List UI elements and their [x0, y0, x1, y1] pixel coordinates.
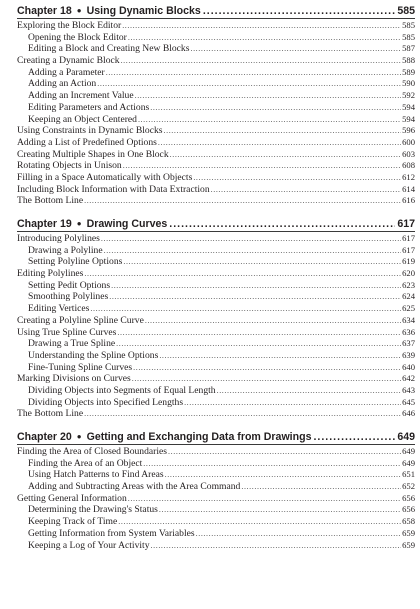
dot-leader — [203, 5, 395, 18]
toc-entry — [17, 397, 415, 409]
toc-entry — [17, 315, 415, 327]
toc-entry — [17, 446, 415, 458]
entry-title: Using Constraints in Dynamic Blocks — [17, 125, 163, 137]
toc-entry — [17, 32, 415, 44]
entry-title: Creating a Dynamic Block — [17, 55, 120, 67]
dot-leader — [169, 218, 395, 231]
entry-title: Dividing Objects into Specified Lengths — [28, 396, 184, 408]
entry-title: Editing Vertices — [28, 303, 90, 315]
toc-entry — [17, 385, 415, 397]
chapter-section-2 — [17, 218, 415, 420]
entry-page: 652 — [402, 481, 415, 492]
dot-leader — [184, 397, 401, 409]
chapter-title: Using Dynamic Blocks — [86, 5, 201, 17]
entry-page: 617 — [402, 244, 415, 255]
entry-title: Dividing Objects into Segments of Equal Length — [28, 384, 216, 396]
entry-page: 589 — [402, 66, 415, 77]
toc-entry — [17, 233, 415, 245]
dot-leader — [123, 160, 401, 172]
dot-leader — [313, 431, 395, 444]
entry-page: 659 — [402, 539, 415, 550]
dot-leader — [138, 114, 401, 126]
dot-leader — [158, 137, 401, 149]
dot-leader — [84, 195, 401, 207]
toc-entry — [17, 362, 415, 374]
entry-title: Keeping Track of Time — [28, 516, 118, 528]
entry-title: Finding the Area of an Object — [28, 457, 143, 469]
dot-leader — [168, 446, 401, 458]
toc-entry — [17, 78, 415, 90]
entry-title: Finding the Area of Closed Boundaries — [17, 446, 168, 457]
dot-leader — [165, 469, 401, 481]
dot-leader — [101, 233, 401, 245]
entry-page: 651 — [402, 469, 415, 480]
toc-entry — [17, 256, 415, 268]
toc-entry — [17, 408, 415, 420]
toc-entry — [17, 528, 415, 540]
toc-entry — [17, 102, 415, 114]
entry-page: 646 — [402, 408, 415, 419]
dot-leader — [150, 102, 401, 114]
chapter-entries — [17, 20, 415, 207]
entry-title: Keeping a Log of Your Activity — [28, 539, 150, 551]
entry-page: 645 — [402, 396, 415, 407]
dot-leader — [133, 362, 401, 374]
entry-title: Drawing a Polyline — [28, 244, 103, 256]
entry-title: Understanding the Spline Options — [28, 349, 159, 361]
entry-title: Determining the Drawing's Status — [28, 504, 158, 516]
dot-leader — [106, 67, 401, 79]
entry-page: 658 — [402, 516, 415, 527]
entry-title: Adding a Parameter — [28, 66, 105, 78]
entry-page: 656 — [402, 492, 415, 503]
entry-page: 636 — [402, 326, 415, 337]
entry-page: 616 — [402, 195, 415, 206]
dot-leader — [111, 280, 401, 292]
toc-entry — [17, 43, 415, 55]
entry-page: 592 — [402, 90, 415, 101]
toc-entry — [17, 469, 415, 481]
entry-page: 637 — [402, 338, 415, 349]
entry-title: Setting Polyline Options — [28, 256, 123, 268]
dot-leader — [132, 373, 401, 385]
entry-title: Opening the Block Editor — [28, 31, 127, 43]
toc-entry — [17, 125, 415, 137]
dot-leader — [196, 528, 401, 540]
chapter-heading — [17, 218, 415, 232]
dot-leader — [190, 43, 401, 55]
entry-title: Editing a Block and Creating New Blocks — [28, 43, 190, 55]
entry-title: Adding and Subtracting Areas with the Area Command — [28, 481, 241, 493]
entry-page: 588 — [402, 55, 415, 66]
toc-entry — [17, 458, 415, 470]
toc-entry — [17, 268, 415, 280]
toc-entry — [17, 245, 415, 257]
dot-leader — [109, 291, 401, 303]
toc-entry — [17, 20, 415, 32]
entry-title: Including Block Information with Data Extraction — [17, 183, 210, 195]
entry-title: The Bottom Line — [17, 408, 84, 420]
dot-leader — [211, 184, 401, 196]
dot-leader — [123, 256, 401, 268]
entry-title: Editing Parameters and Actions — [28, 101, 150, 113]
chapter-entries — [17, 233, 415, 420]
entry-title: Setting Pedit Options — [28, 279, 111, 291]
toc-entry — [17, 493, 415, 505]
dot-leader — [90, 303, 401, 315]
dot-leader — [241, 481, 401, 493]
entry-title: Getting Information from System Variables — [28, 527, 195, 539]
chapter-title: Getting and Exchanging Data from Drawings — [86, 431, 312, 443]
entry-page: 594 — [402, 101, 415, 112]
table-of-contents — [17, 5, 415, 562]
entry-page: 590 — [402, 78, 415, 89]
entry-page: 623 — [402, 279, 415, 290]
toc-entry — [17, 481, 415, 493]
dot-leader — [217, 385, 402, 397]
bullet-separator: ● — [76, 6, 82, 15]
entry-page: 643 — [402, 384, 415, 395]
dot-leader — [135, 90, 402, 102]
entry-page: 634 — [402, 314, 415, 325]
dot-leader — [151, 540, 402, 552]
entry-page: 624 — [402, 291, 415, 302]
chapter-title: Drawing Curves — [86, 218, 168, 230]
entry-title: Adding a List of Predefined Options — [17, 136, 157, 148]
chapter-page: 585 — [397, 5, 415, 17]
entry-page: 614 — [402, 183, 415, 194]
chapter-label: Chapter 20 — [17, 431, 72, 443]
entry-page: 619 — [402, 256, 415, 267]
dot-leader — [170, 149, 401, 161]
toc-entry — [17, 172, 415, 184]
dot-leader — [84, 408, 401, 420]
entry-page: 639 — [402, 349, 415, 360]
entry-page: 608 — [402, 160, 415, 171]
dot-leader — [121, 55, 402, 67]
toc-entry — [17, 291, 415, 303]
toc-entry — [17, 114, 415, 126]
entry-page: 620 — [402, 268, 415, 279]
chapter-page: 649 — [397, 431, 415, 443]
toc-entry — [17, 184, 415, 196]
entry-page: 640 — [402, 361, 415, 372]
dot-leader — [84, 268, 401, 280]
entry-title: Filling in a Space Automatically with Objects — [17, 171, 193, 183]
toc-entry — [17, 160, 415, 172]
toc-entry — [17, 280, 415, 292]
entry-page: 656 — [402, 504, 415, 515]
entry-page: 585 — [402, 31, 415, 42]
entry-page: 642 — [402, 373, 415, 384]
toc-entry — [17, 90, 415, 102]
entry-page: 625 — [402, 303, 415, 314]
dot-leader — [118, 516, 401, 528]
dot-leader — [128, 493, 401, 505]
dot-leader — [104, 245, 402, 257]
entry-title: Marking Divisions on Curves — [17, 373, 131, 385]
entry-title: Introducing Polylines — [17, 233, 100, 244]
chapter-heading — [17, 5, 415, 19]
entry-title: Getting General Information — [17, 492, 127, 504]
toc-entry — [17, 137, 415, 149]
toc-entry — [17, 55, 415, 67]
toc-entry — [17, 516, 415, 528]
entry-page: 649 — [402, 446, 415, 456]
dot-leader — [122, 20, 401, 32]
toc-entry — [17, 540, 415, 552]
toc-entry — [17, 195, 415, 207]
toc-entry — [17, 327, 415, 339]
dot-leader — [164, 125, 402, 137]
chapter-heading — [17, 431, 415, 445]
chapter-entries — [17, 446, 415, 551]
dot-leader — [159, 350, 401, 362]
entry-page: 587 — [402, 43, 415, 54]
toc-entry — [17, 303, 415, 315]
dot-leader — [143, 458, 401, 470]
entry-title: The Bottom Line — [17, 195, 84, 207]
dot-leader — [193, 172, 401, 184]
dot-leader — [117, 327, 401, 339]
chapter-label: Chapter 18 — [17, 5, 72, 17]
bullet-separator: ● — [76, 432, 82, 441]
entry-page: 612 — [402, 171, 415, 182]
entry-title: Fine-Tuning Spline Curves — [28, 361, 133, 373]
dot-leader — [145, 315, 401, 327]
entry-title: Using True Spline Curves — [17, 326, 117, 338]
entry-title: Drawing a True Spline — [28, 338, 116, 350]
entry-title: Using Hatch Patterns to Find Areas — [28, 469, 164, 481]
toc-entry — [17, 338, 415, 350]
chapter-section-1 — [17, 5, 415, 207]
entry-page: 594 — [402, 113, 415, 124]
entry-page: 649 — [402, 457, 415, 468]
entry-title: Adding an Increment Value — [28, 90, 134, 102]
entry-page: 596 — [402, 125, 415, 136]
toc-entry — [17, 373, 415, 385]
toc-entry — [17, 350, 415, 362]
chapter-page: 617 — [397, 218, 415, 230]
toc-entry — [17, 149, 415, 161]
entry-title: Rotating Objects in Unison — [17, 160, 122, 172]
entry-page: 617 — [402, 233, 415, 243]
entry-title: Smoothing Polylines — [28, 291, 109, 303]
entry-title: Creating Multiple Shapes in One Block — [17, 148, 169, 160]
entry-page: 659 — [402, 527, 415, 538]
entry-page: 585 — [402, 20, 415, 30]
entry-title: Creating a Polyline Spline Curve — [17, 314, 144, 326]
entry-title: Editing Polylines — [17, 268, 84, 280]
bullet-separator: ● — [76, 219, 82, 228]
entry-page: 603 — [402, 148, 415, 159]
chapter-label: Chapter 19 — [17, 218, 72, 230]
chapter-section-3 — [17, 431, 415, 551]
entry-page: 600 — [402, 136, 415, 147]
toc-entry — [17, 67, 415, 79]
toc-entry — [17, 504, 415, 516]
dot-leader — [159, 504, 401, 516]
entry-title: Exploring the Block Editor — [17, 20, 122, 31]
entry-title: Keeping an Object Centered — [28, 113, 137, 125]
dot-leader — [116, 338, 401, 350]
dot-leader — [97, 78, 401, 90]
dot-leader — [128, 32, 401, 44]
entry-title: Adding an Action — [28, 78, 97, 90]
